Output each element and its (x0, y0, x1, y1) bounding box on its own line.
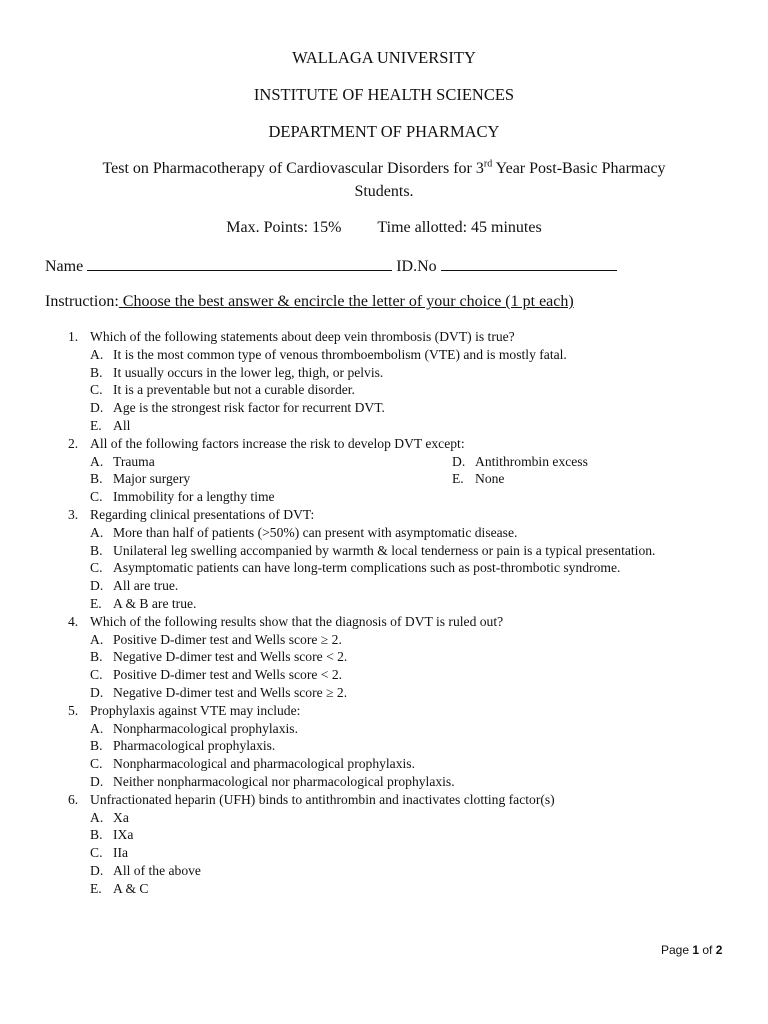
option-text: Immobility for a lengthy time (113, 489, 275, 505)
option-text: More than half of patients (>50%) can present with asymptomatic disease. (113, 524, 518, 540)
option-5b[interactable] (90, 737, 704, 755)
option-text: Pharmacological prophylaxis. (113, 738, 276, 754)
id-field[interactable] (441, 256, 617, 271)
option-letter: D. (90, 862, 104, 878)
option-letter: C. (90, 382, 103, 398)
option-letter: C. (90, 845, 103, 861)
option-text: All (113, 417, 131, 433)
option-letter: D. (90, 773, 104, 789)
question-text: Which of the following statements about deep vein thrombosis (DVT) is true? (90, 329, 515, 344)
question-number: 3. (68, 506, 79, 522)
test-title-sup: rd (483, 158, 493, 170)
test-title-line2: Students. (354, 183, 414, 200)
option-letter: D. (90, 684, 104, 700)
option-letter: E. (90, 595, 102, 611)
institute-name: INSTITUTE OF HEALTH SCIENCES (253, 85, 515, 104)
question-list (68, 328, 704, 898)
option-1d[interactable] (90, 399, 704, 417)
instruction (45, 293, 574, 311)
option-letter: D. (90, 400, 104, 416)
question-4 (68, 613, 704, 631)
option-text: Antithrombin excess (475, 453, 588, 469)
option-text: Negative D-dimer test and Wells score < 2. (113, 649, 348, 665)
option-row (68, 453, 704, 471)
question-number: 5. (68, 702, 79, 718)
option-text: IIa (113, 845, 129, 861)
test-title-pre: Test on Pharmacotherapy of Cardiovascular Disorders for 3 (102, 160, 484, 177)
option-letter: C. (90, 489, 103, 505)
option-2c[interactable] (90, 488, 704, 506)
option-1c[interactable] (90, 381, 704, 399)
university-name: WALLAGA UNIVERSITY (292, 48, 476, 67)
question-2 (68, 435, 704, 453)
option-text: All are true. (113, 578, 179, 594)
name-label: Name (45, 258, 84, 275)
name-field[interactable] (87, 256, 392, 271)
student-info-row (45, 256, 617, 276)
option-letter: A. (90, 631, 104, 647)
question-text: Prophylaxis against VTE may include: (90, 702, 301, 718)
option-4d[interactable] (90, 684, 704, 702)
question-number: 6. (68, 791, 79, 807)
option-letter: A. (90, 346, 104, 362)
option-letter: D. (90, 578, 104, 594)
test-title-post: Year Post-Basic Pharmacy (492, 160, 666, 177)
department-name: DEPARTMENT OF PHARMACY (268, 122, 500, 141)
option-text: A & C (113, 880, 149, 896)
option-letter: B. (90, 364, 103, 380)
option-letter: C. (90, 667, 103, 683)
option-text: Unilateral leg swelling accompanied by warmth & local tenderness or pain is a typical presentation. (113, 542, 656, 558)
option-2b[interactable] (90, 470, 452, 488)
option-6c[interactable] (90, 844, 704, 862)
option-letter: E. (452, 471, 464, 487)
option-text: Positive D-dimer test and Wells score < 2. (113, 667, 343, 683)
option-letter: A. (90, 720, 104, 736)
option-6e[interactable] (90, 880, 704, 898)
option-text: Trauma (113, 453, 155, 469)
question-1 (68, 328, 704, 346)
option-6b[interactable] (90, 826, 704, 844)
question-text: Regarding clinical presentations of DVT: (90, 506, 315, 522)
question-number: 2. (68, 435, 79, 451)
option-text: Major surgery (113, 471, 191, 487)
option-4a[interactable] (90, 631, 704, 649)
option-letter: C. (90, 560, 103, 576)
option-text: Age is the strongest risk factor for recurrent DVT. (113, 400, 385, 416)
option-3a[interactable] (90, 524, 704, 542)
option-letter: B. (90, 649, 103, 665)
option-letter: B. (90, 738, 103, 754)
option-text: It usually occurs in the lower leg, thigh, or pelvis. (113, 364, 384, 380)
option-1e[interactable] (90, 417, 704, 435)
option-letter: A. (90, 524, 104, 540)
option-2e[interactable] (452, 470, 504, 488)
instruction-text: Choose the best answer & encircle the letter of your choice (1 pt each) (118, 293, 574, 310)
option-text: All of the above (113, 862, 201, 878)
option-text: Asymptomatic patients can have long-term complications such as post-thrombotic syndrome. (113, 560, 621, 576)
test-title (60, 157, 708, 203)
option-text: Nonpharmacological and pharmacological prophylaxis. (113, 756, 415, 772)
test-meta (0, 219, 768, 237)
option-2a[interactable] (90, 453, 452, 471)
option-letter: D. (452, 453, 466, 469)
option-letter: E. (90, 417, 102, 433)
page-current: 1 (692, 943, 700, 957)
option-text: Negative D-dimer test and Wells score ≥ 2. (113, 684, 348, 700)
time-allotted: Time allotted: 45 minutes (377, 219, 542, 236)
option-letter: B. (90, 542, 103, 558)
option-row (68, 470, 704, 488)
option-text: Xa (113, 809, 129, 825)
option-text: IXa (113, 827, 134, 843)
max-points: Max. Points: 15% (226, 219, 342, 236)
option-1b[interactable] (90, 364, 704, 382)
option-letter: C. (90, 756, 103, 772)
option-5a[interactable] (90, 720, 704, 738)
question-5 (68, 702, 704, 720)
option-letter: A. (90, 809, 104, 825)
option-3e[interactable] (90, 595, 704, 613)
option-4b[interactable] (90, 648, 704, 666)
option-3d[interactable] (90, 577, 704, 595)
option-5d[interactable] (90, 773, 704, 791)
option-3c[interactable] (90, 559, 704, 577)
option-letter: A. (90, 453, 104, 469)
option-letter: B. (90, 471, 103, 487)
id-label: ID.No (396, 258, 437, 275)
option-text: Positive D-dimer test and Wells score ≥ 2. (113, 631, 342, 647)
option-letter: E. (90, 880, 102, 896)
page-number (661, 943, 722, 957)
option-4c[interactable] (90, 666, 704, 684)
question-3 (68, 506, 704, 524)
page-total: 2 (715, 943, 723, 957)
page-word: Page (661, 943, 693, 957)
question-6 (68, 791, 704, 809)
question-text: All of the following factors increase the risk to develop DVT except: (90, 435, 465, 451)
option-text: None (475, 471, 505, 487)
option-text: It is a preventable but not a curable disorder. (113, 382, 355, 398)
question-text: Unfractionated heparin (UFH) binds to antithrombin and inactivates clotting factor(s) (90, 791, 555, 807)
option-text: Nonpharmacological prophylaxis. (113, 720, 298, 736)
option-letter: B. (90, 827, 103, 843)
instruction-label: Instruction: (45, 293, 119, 310)
option-1a[interactable] (90, 346, 704, 364)
question-number: 1. (68, 329, 79, 344)
option-2d[interactable] (452, 453, 588, 471)
option-6a[interactable] (90, 809, 704, 827)
option-text: Neither nonpharmacological nor pharmacological prophylaxis. (113, 773, 455, 789)
option-3b[interactable] (90, 542, 704, 560)
question-number: 4. (68, 613, 79, 629)
option-5c[interactable] (90, 755, 704, 773)
question-text: Which of the following results show that the diagnosis of DVT is ruled out? (90, 613, 504, 629)
option-6d[interactable] (90, 862, 704, 880)
option-text: A & B are true. (113, 595, 197, 611)
page-of: of (699, 943, 716, 957)
option-text: It is the most common type of venous thromboembolism (VTE) and is mostly fatal. (113, 346, 567, 362)
